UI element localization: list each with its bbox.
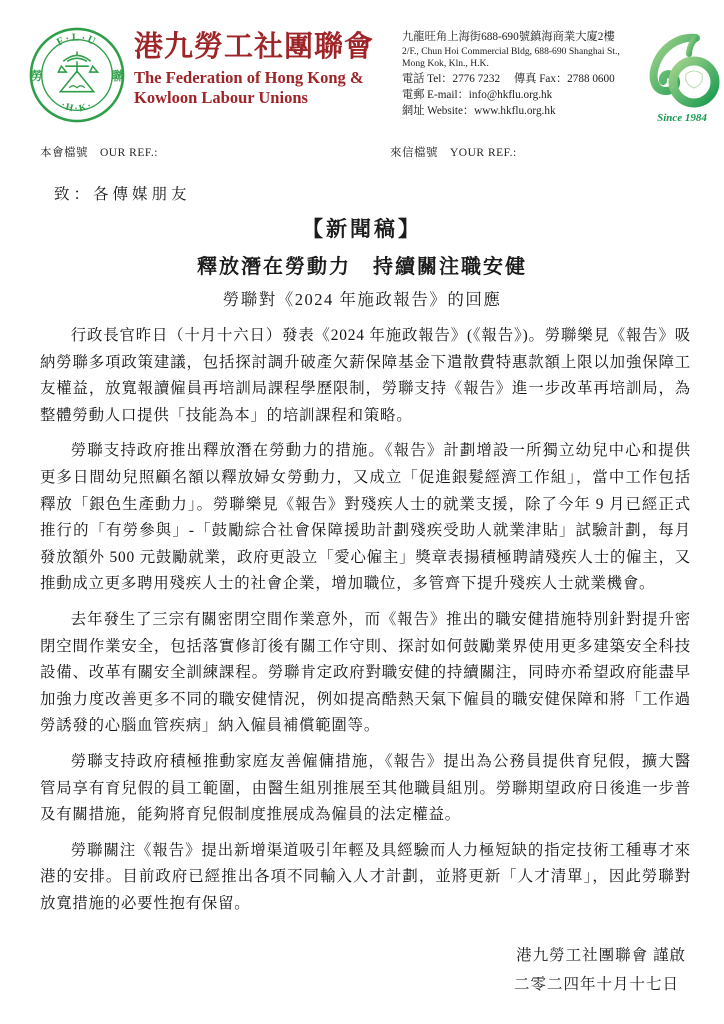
seal-arc-bottom-text: ·H·K·	[59, 99, 95, 115]
salutation: 致：各傳媒朋友	[54, 186, 191, 203]
website-line: 網址 Website：www.hkflu.org.hk	[402, 105, 556, 118]
phone-fax-line: 電話 Tel：2776 7232 傳真 Fax：2788 0600	[402, 72, 615, 85]
address-english: 2/F., Chun Hoi Commercial Bldg, 688-690 Shanghai St., Mong Kok, Kln., H.K.	[402, 45, 620, 70]
signature-block	[0, 941, 724, 999]
contact-info-block	[402, 30, 630, 120]
paragraph-1: 行政長官昨日（十月十六日）發表《2024 年施政報告》(《報告》)。勞聯樂見《報告》吸納勞聯多項政策建議，包括探討調升破產欠薪保障基金下遣散費特惠款額上限以加強保障工友權益，放寬報讀僱員再培訓局課程學歷限制，勞聯支持《報告》進一步改革再培訓局，為整體勞動人口提供「技能為本」的培訓課程和策略。	[40, 327, 691, 424]
signature-org: 港九勞工社團聯會 謹啟	[516, 947, 686, 965]
seal-right-char: 聯	[111, 69, 124, 83]
organization-name-en	[134, 68, 396, 108]
ring-inner-motif	[686, 71, 703, 88]
reference-line	[0, 144, 724, 160]
letter-body	[0, 323, 724, 917]
svg-text:·H·K·	[59, 100, 95, 115]
anniversary-40-logo	[632, 26, 724, 130]
sub-headline: 勞聯對《2024 年施政報告》的回應	[222, 290, 502, 309]
paragraph-2: 勞聯支持政府推出釋放潛在勞動力的措施。《報告》計劃增設一所獨立幼兒中心和提供更多日間幼兒照顧名額以釋放婦女勞動力，又成立「促進銀髮經濟工作組」，當中工作包括釋放「銀色生產動力」。勞聯樂見《報告》對殘疾人士的就業支援，除了今年 9 月已經正式推行的「有勞參與」-「鼓勵綜合社會保障援助計劃殘疾受助人就業津貼」試驗計劃，每月發放額外 500 元鼓勵就業，政府更設立「愛心僱主」獎章表揚積極聘請殘疾人士的僱主，又推動成立更多聘用殘疾人士的社會企業，增加職位，多管齊下提升殘疾人士就業機會。	[40, 442, 691, 593]
signature-date: 二零二四年十月十七日	[513, 976, 679, 994]
anniversary-since-label: Since 1984	[657, 112, 707, 124]
organization-name-en-line1: The Federation of Hong Kong &	[134, 67, 364, 87]
headline: 釋放潛在勞動力 持續關注職安健	[197, 256, 527, 278]
our-ref-label: 本會檔號 OUR REF.:	[40, 147, 158, 159]
your-ref-label: 來信檔號 YOUR REF.:	[390, 147, 517, 159]
email-line: 電郵 E-mail：info@hkflu.org.hk	[402, 88, 553, 101]
press-release-label: 【新聞稿】	[302, 217, 422, 241]
title-block	[0, 213, 724, 310]
seal-left-char: 勞	[30, 69, 43, 83]
union-seal-logo	[28, 26, 126, 124]
letterhead	[0, 0, 724, 130]
svg-text:F·L·U	[55, 32, 99, 49]
organization-name-en-line2: Kowloon Labour Unions	[134, 88, 308, 108]
paragraph-3: 去年發生了三宗有關密閉空間作業意外，而《報告》推出的職安健措施特別針對提升密閉空間作業安全，包括落實修訂後有關工作守則、探討如何鼓勵業界使用更多建築安全科技設備、改革有關安全訓練課程。勞聯肯定政府對職安健的持續關注，同時亦希望政府能盡早加強力度改善更多不同的職安健情況，例如提高酷熱天氣下僱員的職安健保障和將「工作過勞誘發的心腦血管疾病」納入僱員補償範圍等。	[40, 610, 691, 735]
paragraph-5: 勞聯關注《報告》提出新增渠道吸引年輕及具經驗而人力極短缺的指定技術工種專才來港的安排。目前政府已經推出各項不同輸入人才計劃，並將更新「人才清單」，因此勞聯對放寬措施的必要性抱有保留。	[40, 841, 691, 912]
organization-name-zh: 港九勞工社團聯會	[134, 31, 375, 63]
seal-emblem-icon	[58, 51, 97, 91]
address-chinese: 九龍旺角上海街688-690號鎮海商業大廈2樓	[402, 31, 615, 43]
seal-arc-top-text: F·L·U	[54, 31, 100, 49]
paragraph-4: 勞聯支持政府積極推動家庭友善僱傭措施，《報告》提出為公務員提供育兒假，擴大醫管局享有育兒假的員工範圍，由醫生組別推展至其他職員組別。勞聯期望政府日後進一步普及有關措施，能夠將育兒假制度推展成為僱員的法定權益。	[40, 752, 691, 824]
organization-name-block	[134, 32, 396, 108]
